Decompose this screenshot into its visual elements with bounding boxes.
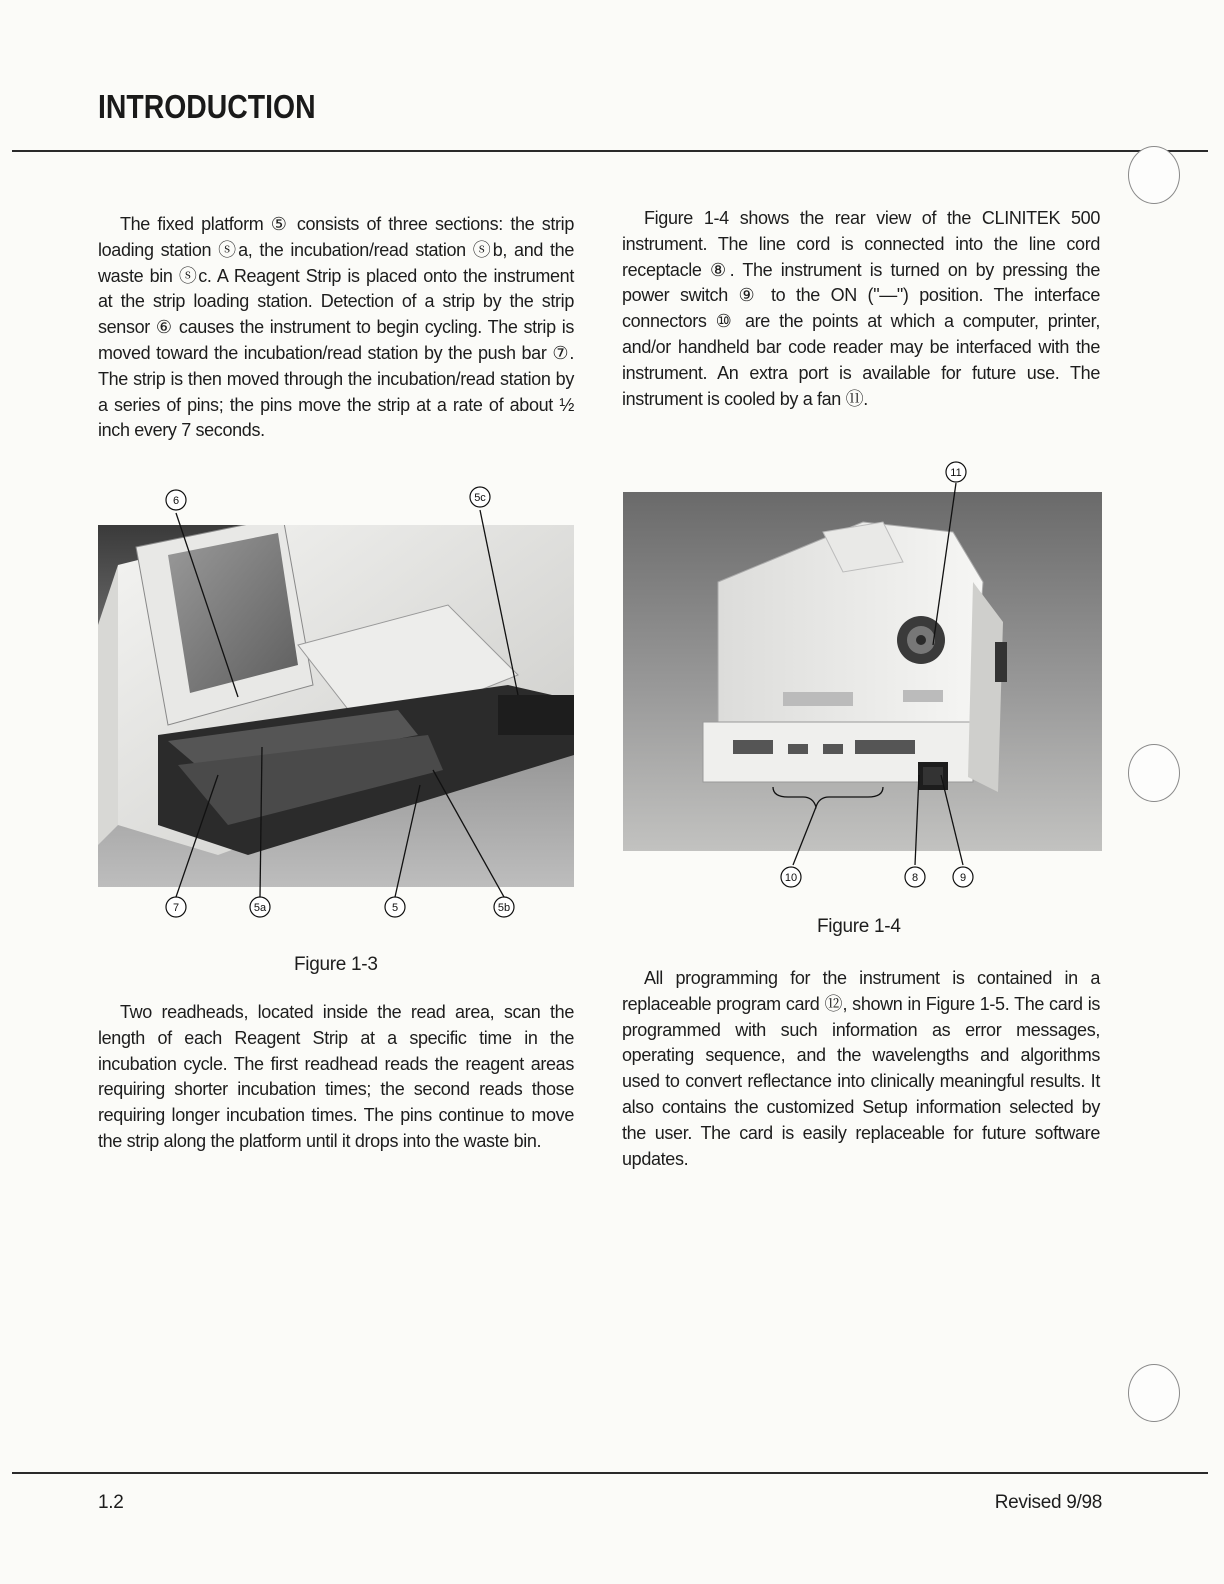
page-title: INTRODUCTION bbox=[98, 88, 316, 125]
callout-10-label: 10 bbox=[784, 872, 798, 884]
right-paragraph-2: All programming for the instrument is contained in a replaceable program card ⑫, shown in Figure 1-5. The card is programmed with such information as error messages, operating sequence, and the wavelengths and algorithms used to convert reflectance into clinically meaningful results. It also contains the customized Setup information selected by the user. The card is easily replaceable for future software updates. bbox=[622, 968, 1100, 1169]
callout-9-label: 9 bbox=[959, 872, 967, 884]
callout-11-label: 11 bbox=[950, 467, 962, 479]
footer-rule bbox=[12, 1472, 1208, 1474]
revision-date: Revised 9/98 bbox=[994, 1492, 1102, 1513]
page-number: 1.2 bbox=[98, 1492, 124, 1513]
right-paragraph-1: Figure 1-4 shows the rear view of the CLINITEK 500 instrument. The line cord is connected into the line cord receptacle ⑧. The instrument is turned on by pressing the power switch ⑨ to the ON ("—") position. The interface connectors ⑩ are the points at which a computer, printer, and/or handheld bar code reader may be interfaced with the instrument. An extra port is available for future use. The instrument is cooled by a fan ⑪. bbox=[622, 208, 1100, 409]
callout-8-label: 8 bbox=[911, 872, 919, 884]
callout-7-label: 7 bbox=[172, 902, 180, 914]
figure-1-3-caption: Figure 1-3 bbox=[294, 954, 378, 975]
callout-5a-label: 5a bbox=[253, 902, 267, 914]
binder-hole-top bbox=[1128, 146, 1180, 204]
figure-1-3-callouts bbox=[98, 485, 574, 925]
binder-hole-middle bbox=[1128, 744, 1180, 802]
callout-5b-label: 5b bbox=[497, 902, 511, 914]
header-rule bbox=[12, 150, 1208, 152]
figure-1-4-callouts bbox=[623, 455, 1102, 895]
callout-5c-label: 5c bbox=[474, 492, 486, 504]
callout-5-label: 5 bbox=[391, 902, 399, 914]
left-paragraph-1: The fixed platform ⑤ consists of three sections: the strip loading station ⓢa, the incubation/read station ⓢb, and the waste bin ⓢc. A Reagent Strip is placed onto the instrument at the strip loading station. Detection of a strip by the strip sensor ⑥ causes the instrument to begin cycling. The strip is moved toward the incubation/read station by the push bar ⑦. The strip is then moved through the incubation/read station by a series of pins; the pins move the strip at a rate of about ½ inch every 7 seconds. bbox=[98, 214, 574, 441]
binder-hole-bottom bbox=[1128, 1364, 1180, 1422]
callout-6-label: 6 bbox=[172, 495, 180, 507]
figure-1-4-caption: Figure 1-4 bbox=[817, 916, 901, 937]
left-paragraph-2: Two readheads, located inside the read area, scan the length of each Reagent Strip at a specific time in the incubation cycle. The first readhead reads the reagent areas requiring shorter incubation times; the second reads those requiring longer incubation times. The pins continue to move the strip along the platform until it drops into the waste bin. bbox=[98, 1002, 574, 1151]
